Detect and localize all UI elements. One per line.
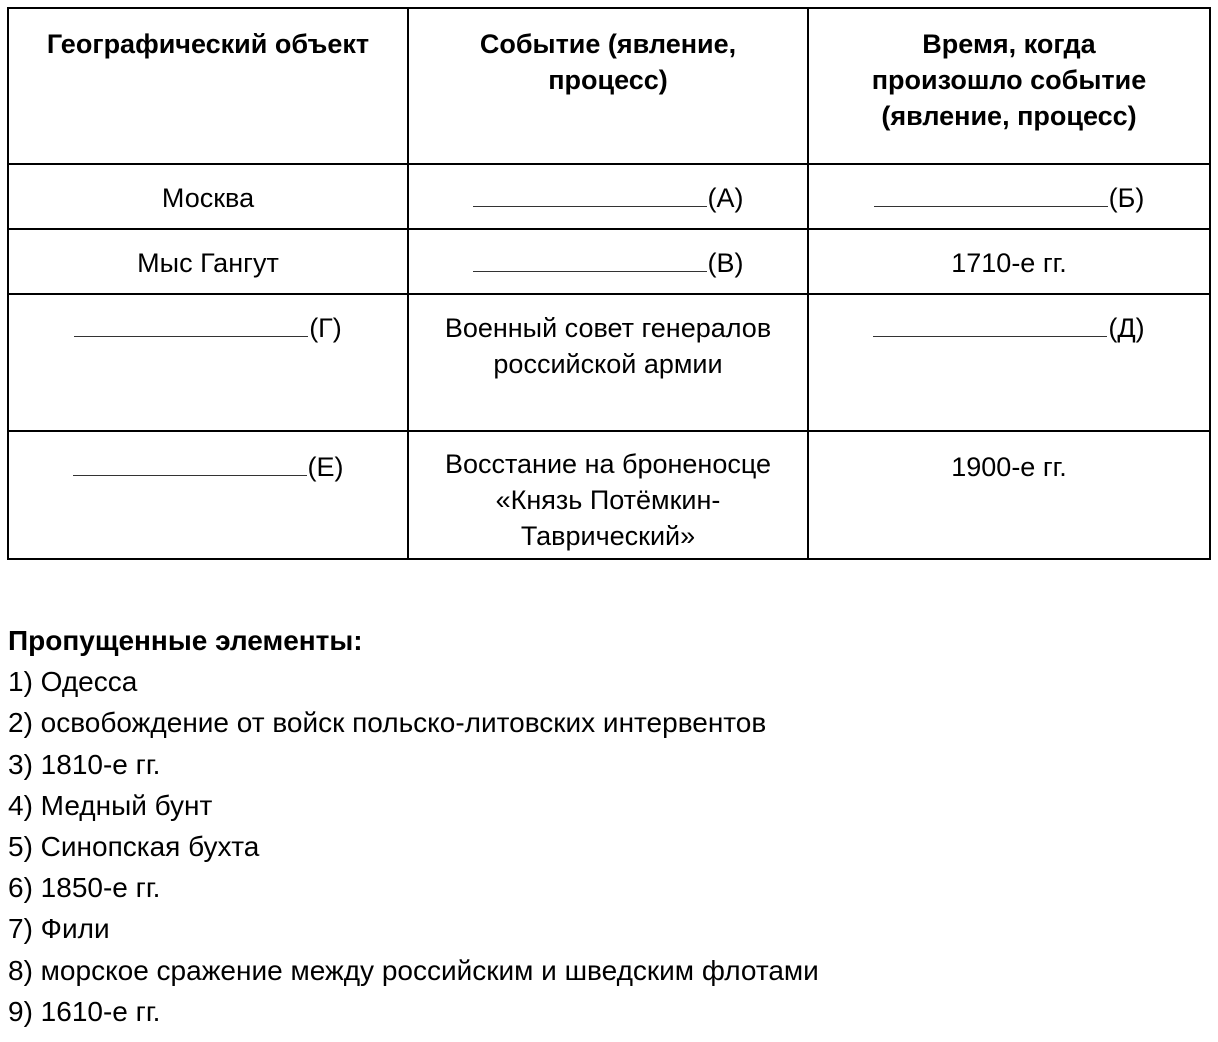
blank-label: (В)	[707, 248, 744, 278]
blank-label: (Б)	[1108, 183, 1145, 213]
blank-line	[473, 180, 707, 207]
cell-time	[808, 229, 1210, 294]
cell-geo-blank[interactable]	[8, 294, 408, 431]
list-item: 3) 1810-е гг.	[8, 748, 161, 780]
list-item: 9) 1610-е гг.	[8, 995, 161, 1027]
table-row	[8, 294, 1210, 431]
blank-line	[874, 180, 1108, 207]
cell-event	[408, 431, 808, 559]
table-row	[8, 164, 1210, 229]
blank-label: (Е)	[307, 452, 344, 482]
missing-elements-heading: Пропущенные элементы:	[8, 625, 363, 656]
blank-line	[473, 245, 707, 272]
cell-event	[408, 294, 808, 431]
list-item: 6) 1850-е гг.	[8, 872, 161, 904]
blank-line	[73, 449, 307, 476]
table-row	[8, 431, 1210, 559]
table-header-row	[8, 8, 1210, 164]
blank-label: (А)	[707, 183, 744, 213]
header-geo-object: Географический объект	[8, 8, 408, 164]
header-event: Событие (явление, процесс)	[408, 8, 808, 164]
missing-elements-list	[8, 620, 819, 1032]
table-row	[8, 229, 1210, 294]
list-item: 7) Фили	[8, 913, 110, 945]
list-item: 1) Одесса	[8, 666, 138, 698]
cell-event-blank[interactable]	[408, 229, 808, 294]
cell-text: 1710-е гг.	[951, 248, 1067, 278]
list-item: 4) Медный бунт	[8, 789, 213, 821]
cell-time	[808, 431, 1210, 559]
header-time: Время, когда произошло событие (явление, процесс)	[808, 8, 1210, 164]
cell-geo	[8, 229, 408, 294]
cell-geo-blank[interactable]	[8, 431, 408, 559]
cell-text: Мыс Гангут	[137, 248, 279, 278]
cell-event-blank[interactable]	[408, 164, 808, 229]
list-item: 5) Синопская бухта	[8, 831, 260, 863]
blank-label: (Д)	[1108, 313, 1145, 343]
list-item: 8) морское сражение между российским и шведским флотами	[8, 954, 819, 986]
blank-label: (Г)	[309, 313, 342, 343]
blank-line	[873, 310, 1107, 337]
history-table	[7, 7, 1211, 560]
list-item: 2) освобождение от войск польско-литовских интервентов	[8, 707, 767, 739]
cell-time-blank[interactable]	[808, 294, 1210, 431]
cell-text: Москва	[161, 183, 255, 213]
cell-text: 1900-е гг.	[951, 452, 1067, 482]
cell-text: Военный совет генералов российской армии	[444, 313, 772, 379]
blank-line	[74, 310, 308, 337]
cell-time-blank[interactable]	[808, 164, 1210, 229]
cell-text: Восстание на броненосце «Князь Потёмкин-Таврический»	[444, 449, 772, 551]
cell-geo	[8, 164, 408, 229]
